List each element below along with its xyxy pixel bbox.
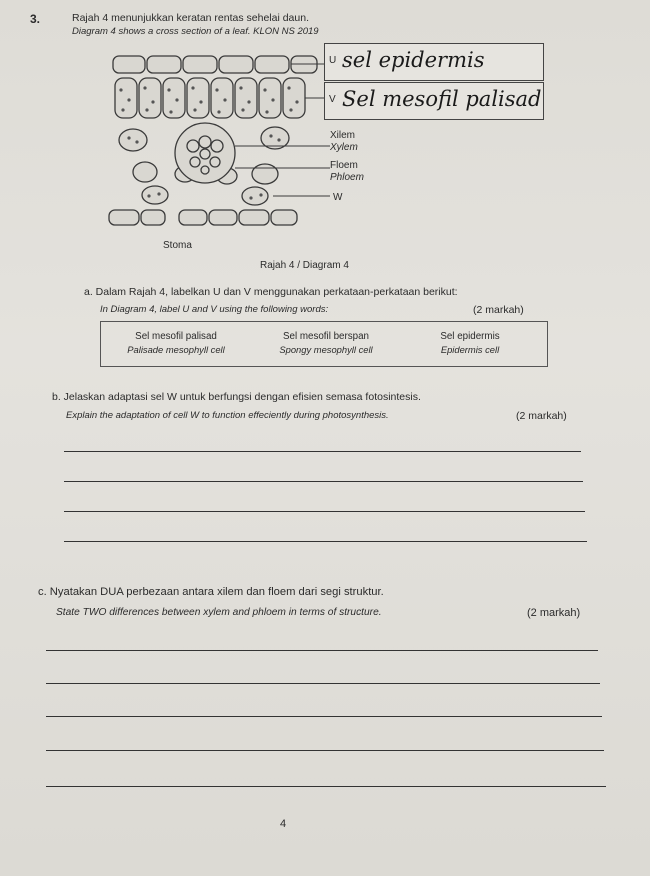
word-bank-box [100, 321, 548, 367]
word-option-3 [395, 331, 545, 355]
answer-line-b3[interactable] [64, 511, 585, 512]
part-c-question-english: State TWO differences between xylem and phloem in terms of structure. [56, 607, 382, 618]
word-option-3-malay: Sel epidermis [440, 331, 500, 342]
leaf-cross-section-diagram [105, 50, 335, 235]
part-a-question-english: In Diagram 4, label U and V using the following words: [100, 304, 329, 315]
diagram-caption: Rajah 4 / Diagram 4 [260, 260, 349, 271]
label-floem: Floem [330, 160, 358, 171]
label-xilem: Xilem [330, 130, 356, 141]
handwritten-answer-v: Sel mesofil palisad [342, 87, 542, 111]
box-u-letter: U [329, 55, 337, 66]
label-w: W [333, 192, 343, 203]
answer-line-c1[interactable] [46, 650, 598, 651]
part-a-question-malay: a. Dalam Rajah 4, labelkan U dan V menggunakan perkataan-perkataan berikut: [84, 286, 458, 298]
label-phloem: Phloem [330, 172, 364, 183]
answer-line-b2[interactable] [64, 481, 583, 482]
part-c-marks: (2 markah) [527, 607, 581, 619]
answer-line-c2[interactable] [46, 683, 600, 684]
answer-line-c3[interactable] [46, 716, 602, 717]
question-stem-english: Diagram 4 shows a cross section of a leaf. KLON NS 2019 [72, 26, 319, 37]
answer-line-b4[interactable] [64, 541, 587, 542]
handwritten-answer-u: sel epidermis [342, 48, 485, 72]
word-option-1-malay: Sel mesofil palisad [135, 331, 217, 342]
word-option-1 [101, 331, 251, 355]
part-b-question-english: Explain the adaptation of cell W to function effeciently during photosynthesis. [66, 410, 389, 421]
word-option-3-english: Epidermis cell [440, 344, 500, 355]
page-number: 4 [280, 818, 287, 830]
part-b-question-malay: b. Jelaskan adaptasi sel W untuk berfungsi dengan efisien semasa fotosintesis. [52, 391, 421, 403]
word-option-1-english: Palisade mesophyll cell [127, 344, 225, 355]
label-xylem: Xylem [330, 142, 358, 153]
label-stoma: Stoma [163, 240, 192, 251]
part-b-marks: (2 markah) [516, 410, 567, 422]
question-stem-malay: Rajah 4 menunjukkan keratan rentas sehelai daun. [72, 12, 309, 24]
answer-line-b1[interactable] [64, 451, 581, 452]
answer-line-c4[interactable] [46, 750, 604, 751]
part-a-marks: (2 markah) [473, 304, 524, 316]
word-option-2-english: Spongy mesophyll cell [279, 344, 373, 355]
answer-line-c5[interactable] [46, 786, 606, 787]
box-v-letter: V [329, 94, 336, 105]
part-c-question-malay: c. Nyatakan DUA perbezaan antara xilem dan floem dari segi struktur. [38, 586, 384, 598]
question-number: 3. [30, 12, 41, 26]
word-option-2-malay: Sel mesofil berspan [282, 331, 370, 342]
word-option-2 [251, 331, 401, 355]
